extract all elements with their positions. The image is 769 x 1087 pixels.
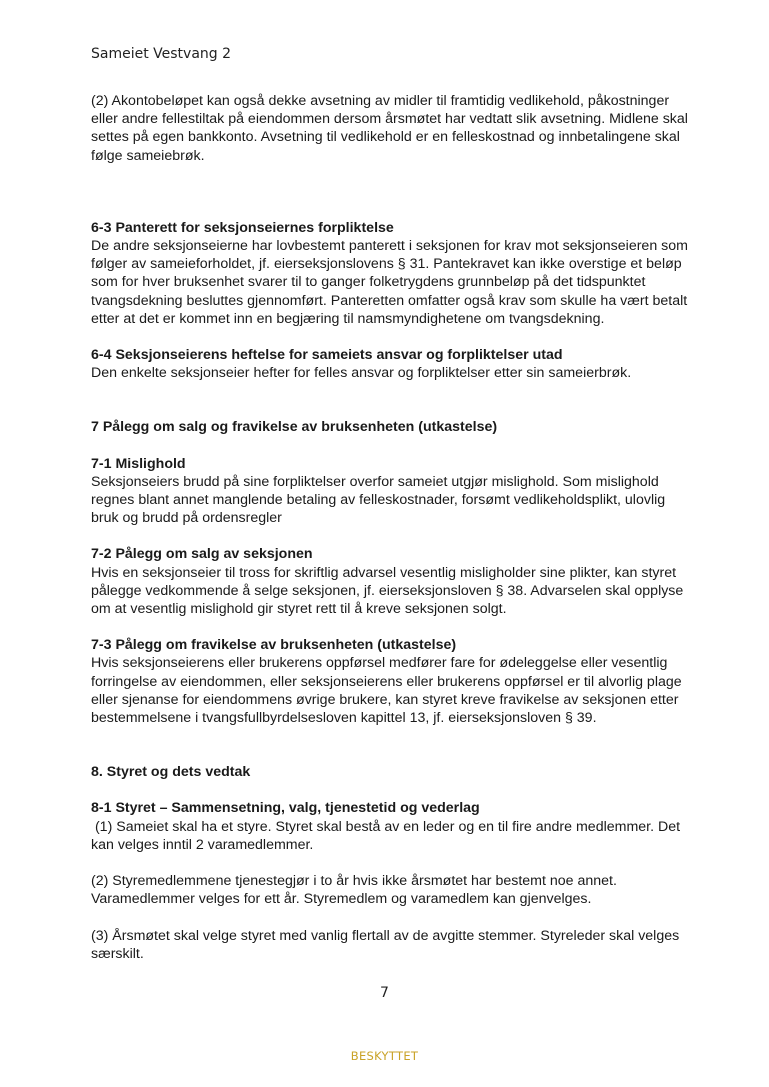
heading-7-2: 7-2 Pålegg om salg av seksjonen <box>91 546 313 563</box>
paragraph-8-1-3: (3) Årsmøtet skal velge styret med vanlig flertall av de avgitte stemmer. Styreleder skal velges særskilt. <box>91 927 680 962</box>
paragraph-avsetning: (2) Akontobeløpet kan også dekke avsetning av midler til framtidig vedlikehold, påkostninger eller andre fellestiltak på eiendommen dersom årsmøtet har vedtatt slik avsetning. Midlene skal settes på egen bankkonto. Avsetning til vedlikehold er en felleskostnad og innbetalingene skal følge sameiebrøk. <box>91 93 688 164</box>
classification-label: BESKYTTET <box>350 1049 419 1063</box>
paragraph-6-3: De andre seksjonseierne har lovbestemt panterett i seksjonen for krav mot seksjonseieren som følger av sameieforholdet, jf. eierseksjonslovens § 31. Pantekravet kan ikke overstige et beløp som for hver bruksenhet svarer til to ganger folketrygdens grunnbeløp på det tidspunktet tvangsdekning besluttes gjennomført. Panteretten omfatter også krav som skulle ha vært betalt etter at det er kommet inn en begjæring til namsmyndighetene om tvangsdekning. <box>91 238 688 327</box>
paragraph-7-2: Hvis en seksjonseier til tross for skriftlig advarsel vesentlig misligholder sine plikter, kan styret pålegge vedkommende å selge seksjonen, jf. eierseksjonsloven § 38. Advarselen skal opplyse om at vesentlig mislighold gir styret rett til å kreve seksjonen solgt. <box>91 564 684 618</box>
heading-7: 7 Pålegg om salg og fravikelse av bruksenheten (utkastelse) <box>91 419 498 436</box>
paragraph-6-4: Den enkelte seksjonseier hefter for felles ansvar og forpliktelser etter sin sameierbrøk. <box>91 365 632 382</box>
paragraph-8-1-2: (2) Styremedlemmene tjenestegjør i to år hvis ikke årsmøtet har bestemt noe annet. Varamedlemmer velges for ett år. Styremedlem og varamedlem kan gjenvelges. <box>91 873 617 908</box>
page-header: Sameiet Vestvang 2 <box>91 46 232 62</box>
page-number: 7 <box>380 985 389 1001</box>
heading-7-3: 7-3 Pålegg om fravikelse av bruksenheten (utkastelse) <box>91 637 457 654</box>
heading-6-4: 6-4 Seksjonseierens heftelse for sameiets ansvar og forpliktelser utad <box>91 347 563 364</box>
paragraph-7-3: Hvis seksjonseierens eller brukerens oppførsel medfører fare for ødeleggelse eller vesentlig forringelse av eiendommen, eller seksjonseierens eller brukerens oppførsel er til alvorlig plage eller sjenanse for eiendommens øvrige brukere, kan styret kreve fravikelse av seksjonen etter bestemmelsene i tvangsfullbyrdelsesloven kapittel 13, jf. eierseksjonsloven § 39. <box>91 655 682 727</box>
paragraph-8-1-1: (1) Sameiet skal ha et styre. Styret skal bestå av en leder og en til fire andre medlemmer. Det kan velges inntil 2 varamedlemmer. <box>91 818 685 853</box>
heading-8: 8. Styret og dets vedtak <box>91 764 251 781</box>
heading-8-1: 8-1 Styret – Sammensetning, valg, tjenestetid og vederlag <box>91 800 480 817</box>
paragraph-7-1: Seksjonseiers brudd på sine forpliktelser overfor sameiet utgjør mislighold. Som mislighold regnes blant annet manglende betaling av felleskostnader, forsømt vedlikeholdsplikt, ulovlig bruk og brudd på ordensregler <box>91 473 666 527</box>
heading-7-1: 7-1 Mislighold <box>91 455 186 472</box>
document-body <box>91 92 691 963</box>
heading-6-3: 6-3 Panterett for seksjonseiernes forpliktelse <box>91 219 394 236</box>
